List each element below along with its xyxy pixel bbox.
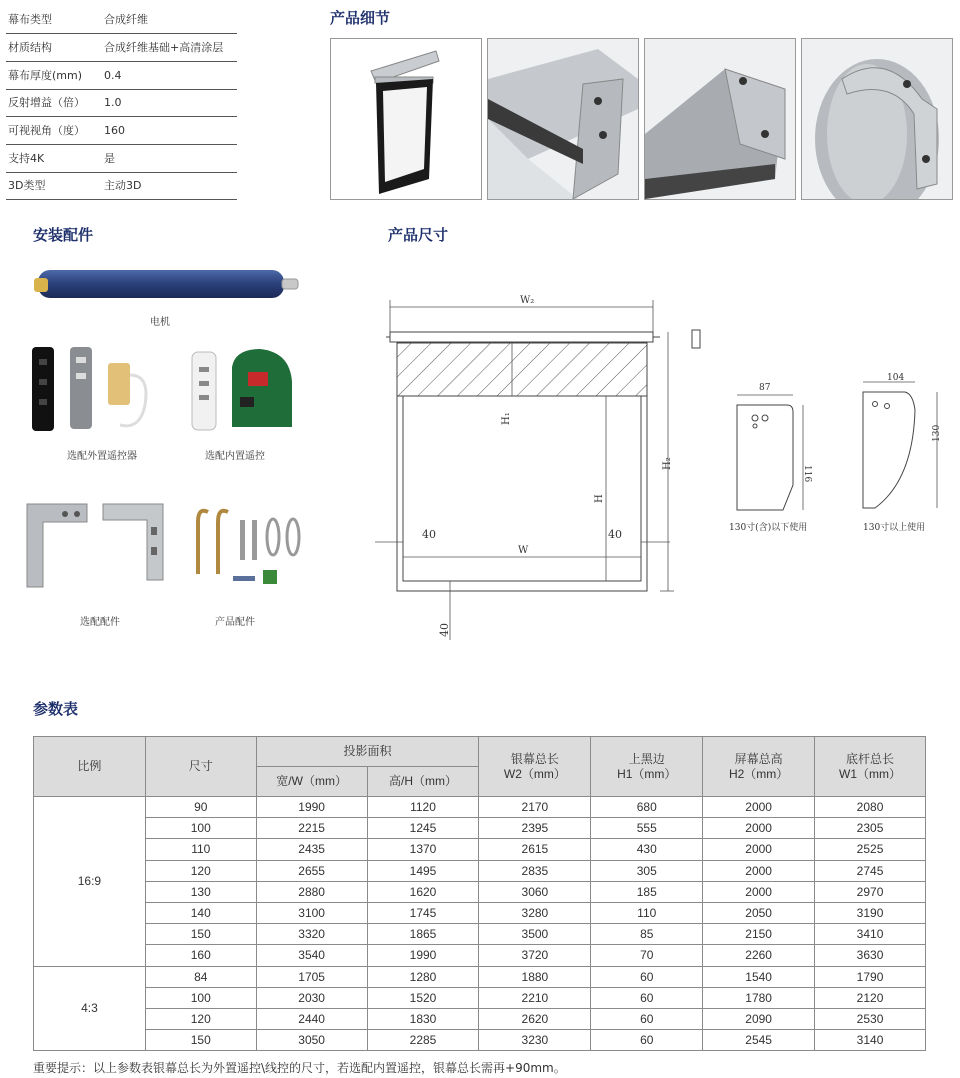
detail-image-end-cap <box>487 38 639 200</box>
spec-key: 可视视角（度） <box>8 124 85 137</box>
table-cell: 3500 <box>479 924 591 945</box>
bracket2-height-label: 130 <box>932 424 942 442</box>
table-row <box>34 1008 926 1029</box>
accessories-title: 安装配件 <box>33 226 94 244</box>
header-w2-line2: W2（mm） <box>503 766 566 781</box>
table-cell: 3060 <box>479 881 591 902</box>
table-cell: 3410 <box>815 924 926 945</box>
table-cell: 430 <box>591 839 703 860</box>
side40-right-label: 40 <box>608 528 622 541</box>
header-w1-line2: W1（mm） <box>839 766 902 781</box>
table-cell: 2000 <box>703 818 815 839</box>
spec-key: 支持4K <box>8 152 45 165</box>
params-title: 参数表 <box>33 700 79 718</box>
table-cell: 3140 <box>815 1030 926 1051</box>
table-cell: 60 <box>591 1008 703 1029</box>
table-cell: 150 <box>145 924 256 945</box>
table-cell: 2305 <box>815 818 926 839</box>
table-cell: 2530 <box>815 1008 926 1029</box>
external-remote-caption: 选配外置遥控器 <box>67 451 137 462</box>
bottom40-label: 40 <box>438 623 451 637</box>
spec-row <box>6 145 237 173</box>
spec-key: 幕布类型 <box>8 13 52 26</box>
spec-value: 0.4 <box>104 69 122 82</box>
table-cell: 150 <box>145 1030 256 1051</box>
table-cell: 2525 <box>815 839 926 860</box>
table-row <box>34 839 926 860</box>
table-cell: 2545 <box>703 1030 815 1051</box>
header-h2-line1: 屏幕总高 <box>734 751 783 766</box>
header-height: 高/H（mm） <box>367 767 479 797</box>
table-cell: 1780 <box>703 987 815 1008</box>
table-cell: 555 <box>591 818 703 839</box>
table-cell: 3230 <box>479 1030 591 1051</box>
bracket1-height-label: 116 <box>802 465 812 483</box>
table-cell: 2170 <box>479 797 591 818</box>
spec-value: 1.0 <box>104 96 122 109</box>
table-cell: 110 <box>591 902 703 923</box>
optional-parts-caption: 选配配件 <box>80 617 120 628</box>
table-cell: 130 <box>145 881 256 902</box>
table-cell: 1520 <box>367 987 479 1008</box>
dimensions-title: 产品尺寸 <box>388 226 449 244</box>
spec-value: 是 <box>104 152 115 165</box>
table-cell: 2835 <box>479 860 591 881</box>
w-label: W <box>518 545 529 556</box>
table-row <box>34 902 926 923</box>
table-cell: 1540 <box>703 966 815 987</box>
table-cell: 1245 <box>367 818 479 839</box>
spec-value: 合成纤维基础+高清涂层 <box>104 41 224 54</box>
table-cell: 1830 <box>367 1008 479 1029</box>
table-cell: 120 <box>145 860 256 881</box>
table-cell: 1495 <box>367 860 479 881</box>
table-cell: 84 <box>145 966 256 987</box>
h-label: H <box>594 494 605 503</box>
table-row <box>34 987 926 1008</box>
table-cell: 2655 <box>256 860 367 881</box>
table-cell: 3320 <box>256 924 367 945</box>
table-cell: 2620 <box>479 1008 591 1029</box>
table-row <box>34 924 926 945</box>
header-w2-line1: 银幕总长 <box>510 751 559 766</box>
ratio-cell: 16:9 <box>34 797 146 967</box>
table-cell: 1620 <box>367 881 479 902</box>
detail-image-tube <box>801 38 953 200</box>
table-cell: 1745 <box>367 902 479 923</box>
product-parts-image <box>188 502 308 596</box>
h1-label: H₁ <box>501 412 512 425</box>
table-cell: 3540 <box>256 945 367 966</box>
table-cell: 60 <box>591 987 703 1008</box>
table-cell: 2000 <box>703 797 815 818</box>
table-cell: 305 <box>591 860 703 881</box>
table-cell: 2395 <box>479 818 591 839</box>
table-row <box>34 1030 926 1051</box>
table-body <box>34 797 926 1051</box>
table-row <box>34 966 926 987</box>
table-cell: 2745 <box>815 860 926 881</box>
table-cell: 2050 <box>703 902 815 923</box>
table-row <box>34 881 926 902</box>
spec-key: 材质结构 <box>8 41 52 54</box>
spec-key: 反射增益（倍） <box>8 96 85 109</box>
detail-image-screen <box>330 38 482 200</box>
header-w1-line1: 底杆总长 <box>846 751 895 766</box>
side40-left-label: 40 <box>422 528 436 541</box>
table-cell: 2000 <box>703 881 815 902</box>
header-h2 <box>703 737 815 797</box>
header-width: 宽/W（mm） <box>256 767 367 797</box>
table-cell: 2090 <box>703 1008 815 1029</box>
header-size: 尺寸 <box>145 737 256 797</box>
table-row <box>34 860 926 881</box>
table-cell: 2615 <box>479 839 591 860</box>
spec-value: 160 <box>104 124 125 137</box>
table-cell: 2120 <box>815 987 926 1008</box>
table-cell: 70 <box>591 945 703 966</box>
table-cell: 1370 <box>367 839 479 860</box>
important-note: 重要提示：以上参数表银幕总长为外置遥控\线控的尺寸，若选配内置遥控，银幕总长需再+90mm。 <box>33 1061 566 1075</box>
header-h2-line2: H2（mm） <box>728 766 789 781</box>
spec-row <box>6 172 237 200</box>
table-cell: 2080 <box>815 797 926 818</box>
table-cell: 90 <box>145 797 256 818</box>
table-cell: 1990 <box>256 797 367 818</box>
table-cell: 100 <box>145 818 256 839</box>
table-cell: 3720 <box>479 945 591 966</box>
internal-remote-image <box>190 347 300 441</box>
table-cell: 120 <box>145 1008 256 1029</box>
table-cell: 3190 <box>815 902 926 923</box>
table-row <box>34 818 926 839</box>
brackets-image <box>25 502 170 596</box>
bracket-large-diagram <box>855 370 960 540</box>
internal-remote-caption: 选配内置遥控 <box>205 451 265 462</box>
table-row <box>34 797 926 818</box>
detail-image-corner <box>644 38 796 200</box>
table-cell: 1990 <box>367 945 479 966</box>
spec-row <box>6 117 237 145</box>
table-cell: 2260 <box>703 945 815 966</box>
table-cell: 3630 <box>815 945 926 966</box>
table-cell: 2000 <box>703 839 815 860</box>
table-row <box>34 945 926 966</box>
table-cell: 100 <box>145 987 256 1008</box>
table-cell: 3050 <box>256 1030 367 1051</box>
header-h1-line2: H1（mm） <box>617 766 677 781</box>
external-remote-image <box>30 345 155 439</box>
table-cell: 85 <box>591 924 703 945</box>
details-title: 产品细节 <box>330 9 391 27</box>
params-table <box>33 736 926 1051</box>
spec-row <box>6 34 237 62</box>
table-cell: 3280 <box>479 902 591 923</box>
table-cell: 1790 <box>815 966 926 987</box>
spec-row <box>6 89 237 117</box>
header-projection: 投影面积 <box>256 737 479 767</box>
h2-label: H₂ <box>662 457 673 470</box>
table-cell: 1880 <box>479 966 591 987</box>
header-w2 <box>479 737 591 797</box>
bracket2-caption: 130寸以上使用 <box>863 523 926 533</box>
table-cell: 2970 <box>815 881 926 902</box>
motor-caption: 电机 <box>150 317 170 328</box>
table-cell: 2150 <box>703 924 815 945</box>
table-cell: 1705 <box>256 966 367 987</box>
table-cell: 60 <box>591 966 703 987</box>
dimension-diagram <box>370 285 715 645</box>
bracket1-width-label: 87 <box>759 383 771 393</box>
table-cell: 2210 <box>479 987 591 1008</box>
table-cell: 2285 <box>367 1030 479 1051</box>
header-ratio: 比例 <box>34 737 146 797</box>
spec-key: 3D类型 <box>8 179 46 192</box>
table-cell: 185 <box>591 881 703 902</box>
table-cell: 60 <box>591 1030 703 1051</box>
table-cell: 2000 <box>703 860 815 881</box>
table-cell: 160 <box>145 945 256 966</box>
product-parts-caption: 产品配件 <box>215 617 255 628</box>
table-cell: 680 <box>591 797 703 818</box>
table-cell: 2215 <box>256 818 367 839</box>
header-h1 <box>591 737 703 797</box>
table-cell: 110 <box>145 839 256 860</box>
bracket1-caption: 130寸(含)以下使用 <box>729 523 808 533</box>
header-w1 <box>815 737 926 797</box>
bracket-small-diagram <box>725 370 820 540</box>
spec-row <box>6 62 237 90</box>
table-cell: 3100 <box>256 902 367 923</box>
table-cell: 2880 <box>256 881 367 902</box>
ratio-cell: 4:3 <box>34 966 146 1051</box>
spec-row <box>6 6 237 34</box>
header-h1-line1: 上黑边 <box>628 751 665 766</box>
table-cell: 2030 <box>256 987 367 1008</box>
table-cell: 1120 <box>367 797 479 818</box>
table-cell: 2440 <box>256 1008 367 1029</box>
table-cell: 1865 <box>367 924 479 945</box>
bracket2-width-label: 104 <box>887 373 905 383</box>
spec-value: 合成纤维 <box>104 13 148 26</box>
spec-key: 幕布厚度(mm) <box>8 69 83 82</box>
table-cell: 140 <box>145 902 256 923</box>
spec-value: 主动3D <box>104 179 142 192</box>
w2-label: W₂ <box>520 295 535 306</box>
table-cell: 1280 <box>367 966 479 987</box>
motor-image <box>30 264 305 308</box>
table-cell: 2435 <box>256 839 367 860</box>
